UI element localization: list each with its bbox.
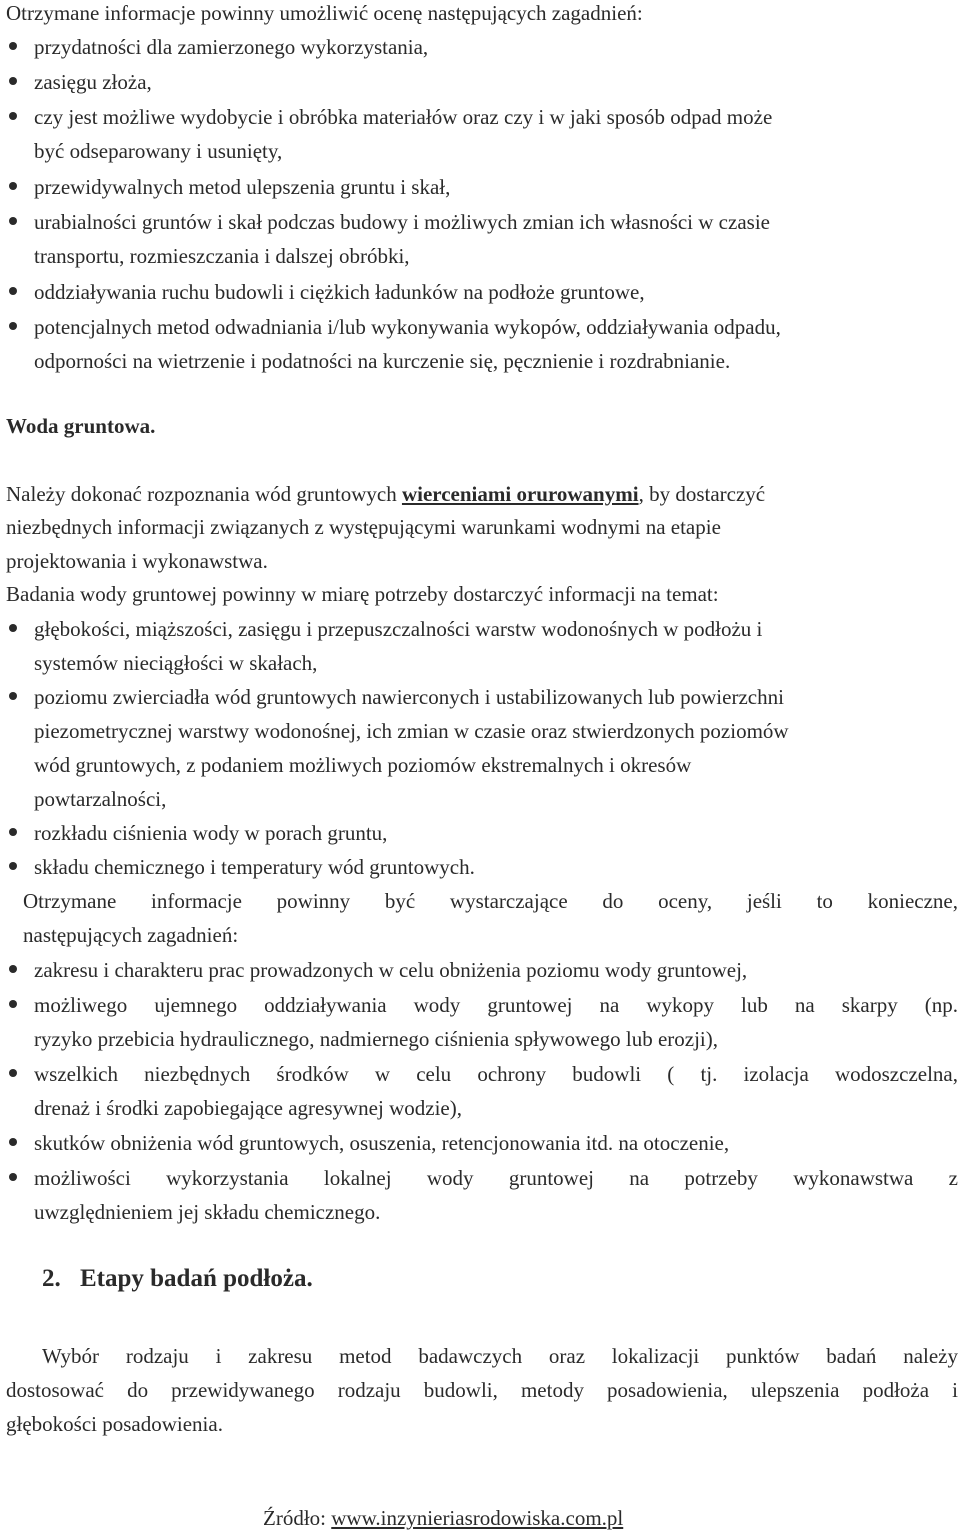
- bullet-icon: [9, 77, 17, 85]
- section-title: Etapy badań podłoża.: [80, 1265, 313, 1292]
- bullet-icon: [9, 1138, 17, 1146]
- list-item: oddziaływania ruchu budowli i ciężkich ładunków na podłoże gruntowe,: [34, 280, 645, 304]
- bullet-icon: [9, 322, 17, 330]
- bullet-icon: [9, 287, 17, 295]
- footer-label: Źródło:: [263, 1506, 332, 1530]
- list-item-continuation: być odseparowany i usunięty,: [34, 139, 283, 163]
- list-item: głębokości, miąższości, zasięgu i przepuszczalności warstw wodonośnych w podłożu i: [34, 617, 763, 641]
- list-item: możliwego ujemnego oddziaływania wody gruntowej na wykopy lub na skarpy (np.: [34, 993, 958, 1017]
- bullet-icon: [9, 1000, 17, 1008]
- paragraph-line: dostosować do przewidywanego rodzaju budowli, metody posadowienia, ulepszenia podłoża i: [6, 1378, 958, 1402]
- list-item: zakresu i charakteru prac prowadzonych w celu obniżenia poziomu wody gruntowej,: [34, 958, 748, 982]
- list-item-continuation: piezometrycznej warstwy wodonośnej, ich zmian w czasie oraz stwierdzonych poziomów: [34, 719, 789, 743]
- intro-text: Otrzymane informacje powinny umożliwić ocenę następujących zagadnień:: [6, 1, 643, 25]
- paragraph-line: niezbędnych informacji związanych z występującymi warunkami wodnymi na etapie: [6, 515, 721, 539]
- list-item: urabialności gruntów i skał podczas budowy i możliwych zmian ich własności w czasie: [34, 210, 770, 234]
- bullet-icon: [9, 692, 17, 700]
- footer-source: [263, 1505, 623, 1531]
- paragraph-line: [6, 481, 765, 507]
- source-link[interactable]: www.inzynieriasrodowiska.com.pl: [331, 1506, 624, 1530]
- list-item: wszelkich niezbędnych środków w celu ochrony budowli ( tj. izolacja wodoszczelna,: [34, 1062, 958, 1086]
- paragraph-line: Badania wody gruntowej powinny w miarę potrzeby dostarczyć informacji na temat:: [6, 582, 719, 606]
- list-item-continuation: wód gruntowych, z podaniem możliwych poziomów ekstremalnych i okresów: [34, 753, 692, 777]
- list-item-continuation: odporności na wietrzenie i podatności na kurczenie się, pęcznienie i rozdrabnianie.: [34, 349, 731, 373]
- bullet-icon: [9, 1069, 17, 1077]
- bullet-icon: [9, 828, 17, 836]
- bullet-icon: [9, 182, 17, 190]
- list-item: skutków obniżenia wód gruntowych, osuszenia, retencjonowania itd. na otoczenie,: [34, 1131, 730, 1155]
- bullet-icon: [9, 42, 17, 50]
- paragraph-text: , by dostarczyć: [638, 482, 766, 506]
- paragraph-text: Należy dokonać rozpoznania wód gruntowych: [6, 482, 402, 506]
- list-item: możliwości wykorzystania lokalnej wody gruntowej na potrzeby wykonawstwa z: [34, 1166, 958, 1190]
- list-item: poziomu zwierciadła wód gruntowych nawierconych i ustabilizowanych lub powierzchni: [34, 685, 784, 709]
- list-item-continuation: transportu, rozmieszczania i dalszej obróbki,: [34, 244, 410, 268]
- bullet-icon: [9, 1173, 17, 1181]
- list-item-continuation: uwzględnieniem jej składu chemicznego.: [34, 1200, 381, 1224]
- paragraph-line: głębokości posadowienia.: [6, 1412, 223, 1436]
- section-number: 2.: [42, 1265, 61, 1292]
- intro-text: Otrzymane informacje powinny być wystarczające do oceny, jeśli to konieczne,: [23, 889, 958, 913]
- list-item-continuation: powtarzalności,: [34, 787, 167, 811]
- list-item: czy jest możliwe wydobycie i obróbka materiałów oraz czy i w jaki sposób odpad może: [34, 105, 773, 129]
- list-item-continuation: drenaż i środki zapobiegające agresywnej wodzie),: [34, 1096, 462, 1120]
- section-heading: Woda gruntowa.: [6, 414, 156, 438]
- bullet-icon: [9, 217, 17, 225]
- bullet-icon: [9, 624, 17, 632]
- drilling-link[interactable]: wierceniami orurowanymi: [401, 482, 639, 506]
- paragraph-line: Wybór rodzaju i zakresu metod badawczych oraz lokalizacji punktów badań należy: [42, 1344, 958, 1368]
- list-item: przewidywalnych metod ulepszenia gruntu i skał,: [34, 175, 451, 199]
- list-item: składu chemicznego i temperatury wód gruntowych.: [34, 855, 475, 879]
- bullet-icon: [9, 112, 17, 120]
- list-item-continuation: ryzyko przebicia hydraulicznego, nadmiernego ciśnienia spływowego lub erozji),: [34, 1027, 719, 1051]
- list-item: zasięgu złoża,: [34, 70, 152, 94]
- list-item: przydatności dla zamierzonego wykorzystania,: [34, 35, 429, 59]
- bullet-icon: [9, 862, 17, 870]
- paragraph-line: projektowania i wykonawstwa.: [6, 549, 268, 573]
- list-item-continuation: systemów nieciągłości w skałach,: [34, 651, 318, 675]
- list-item: potencjalnych metod odwadniania i/lub wykonywania wykopów, oddziaływania odpadu,: [34, 315, 781, 339]
- intro-text-continuation: następujących zagadnień:: [23, 923, 239, 947]
- bullet-icon: [9, 965, 17, 973]
- list-item: rozkładu ciśnienia wody w porach gruntu,: [34, 821, 388, 845]
